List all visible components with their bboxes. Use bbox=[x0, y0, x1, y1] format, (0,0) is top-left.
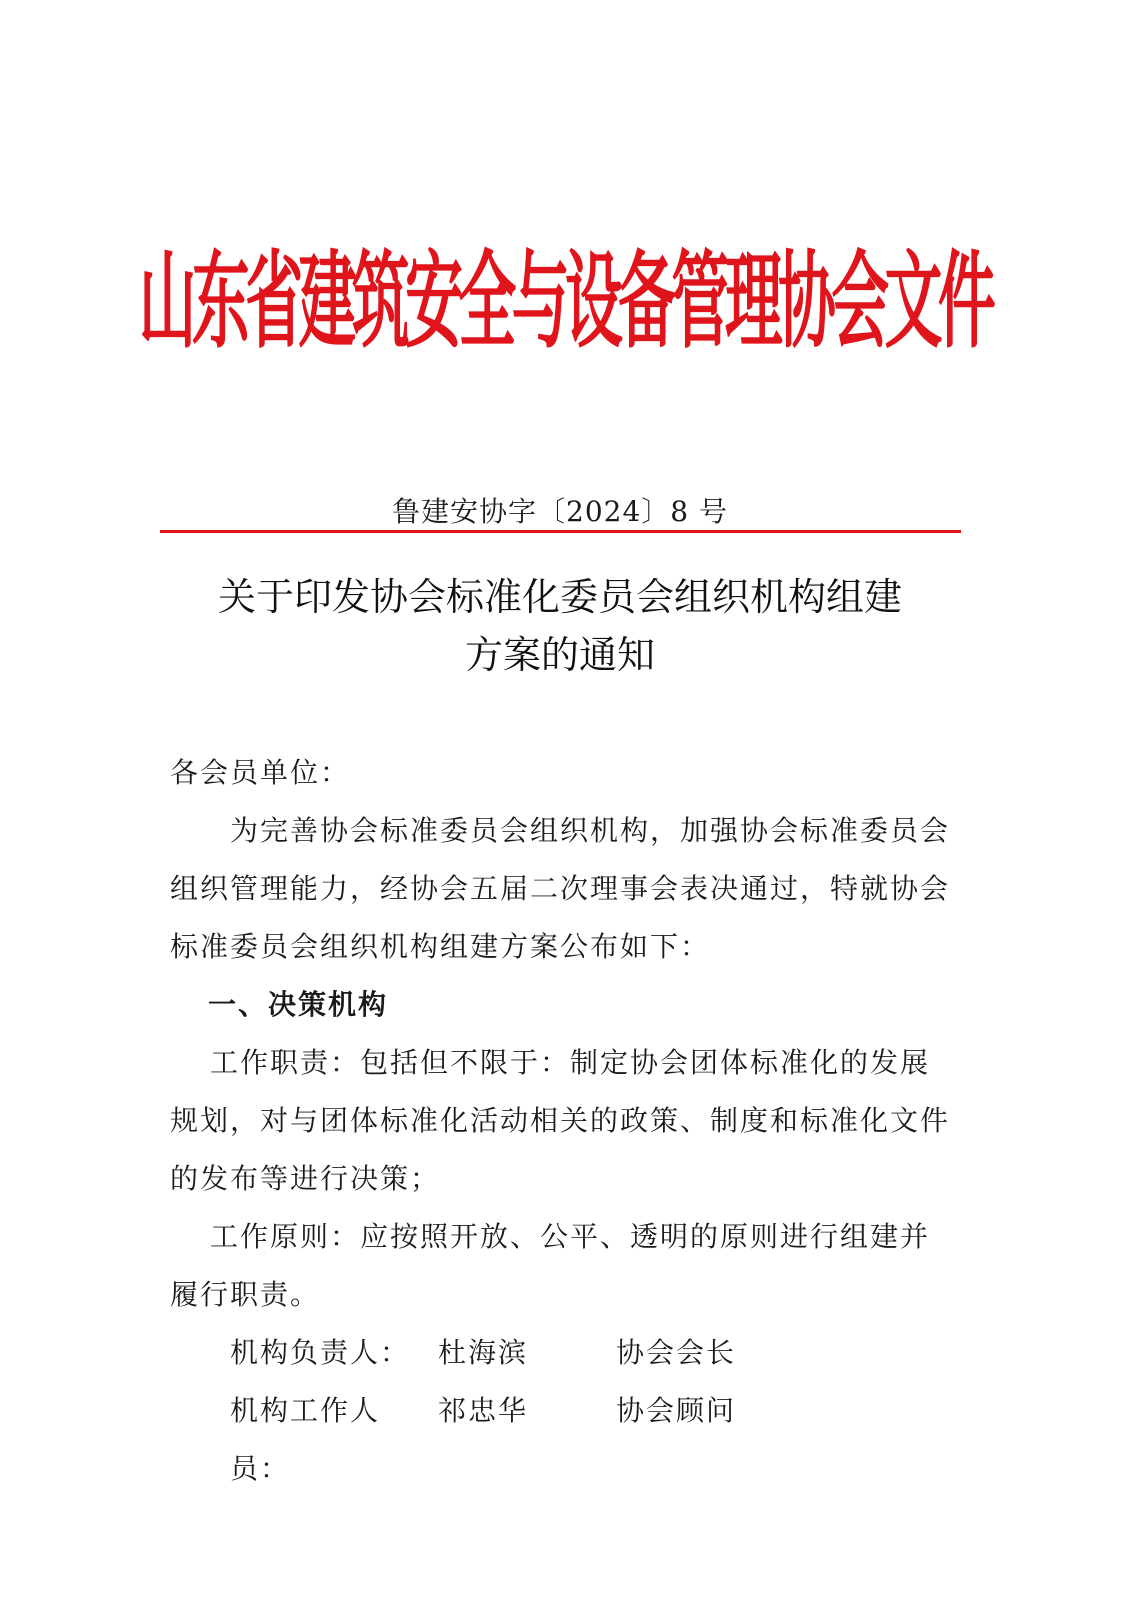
staff-role: 机构负责人： bbox=[230, 1336, 411, 1369]
title-line-2: 方案的通知 bbox=[464, 633, 655, 677]
staff-name: 杜海滨 bbox=[438, 1336, 529, 1369]
red-divider bbox=[160, 530, 961, 533]
title-line-1: 关于印发协会标准化委员会组织机构组建 bbox=[217, 575, 902, 619]
org-title: 山东省建筑安全与设备管理协会文件 bbox=[138, 241, 992, 364]
staff-role: 机构工作人员： bbox=[230, 1394, 381, 1485]
intro-paragraph: 为完善协会标准委员会组织机构，加强协会标准委员会组织管理能力，经协会五届二次理事会表决通过，特就协会标准委员会组织机构组建方案公布如下： bbox=[170, 814, 951, 963]
document-body bbox=[170, 744, 950, 1498]
staff-position: 协会会长 bbox=[616, 1336, 737, 1369]
staff-row bbox=[170, 1382, 950, 1498]
masthead bbox=[138, 228, 992, 364]
staff-name: 祁忠华 bbox=[438, 1394, 529, 1427]
notice-title bbox=[160, 568, 960, 684]
salutation: 各会员单位： bbox=[170, 756, 351, 789]
document-number: 鲁建安协字〔2024〕8 号 bbox=[392, 495, 728, 528]
duties-paragraph: 工作职责：包括但不限于：制定协会团体标准化的发展规划，对与团体标准化活动相关的政策、制度和标准化文件的发布等进行决策； bbox=[170, 1046, 951, 1195]
staff-position: 协会顾问 bbox=[616, 1394, 737, 1427]
section-heading: 一、决策机构 bbox=[208, 988, 389, 1021]
staff-row bbox=[170, 1324, 950, 1382]
principles-paragraph: 工作原则：应按照开放、公平、透明的原则进行组建并履行职责。 bbox=[170, 1220, 931, 1311]
